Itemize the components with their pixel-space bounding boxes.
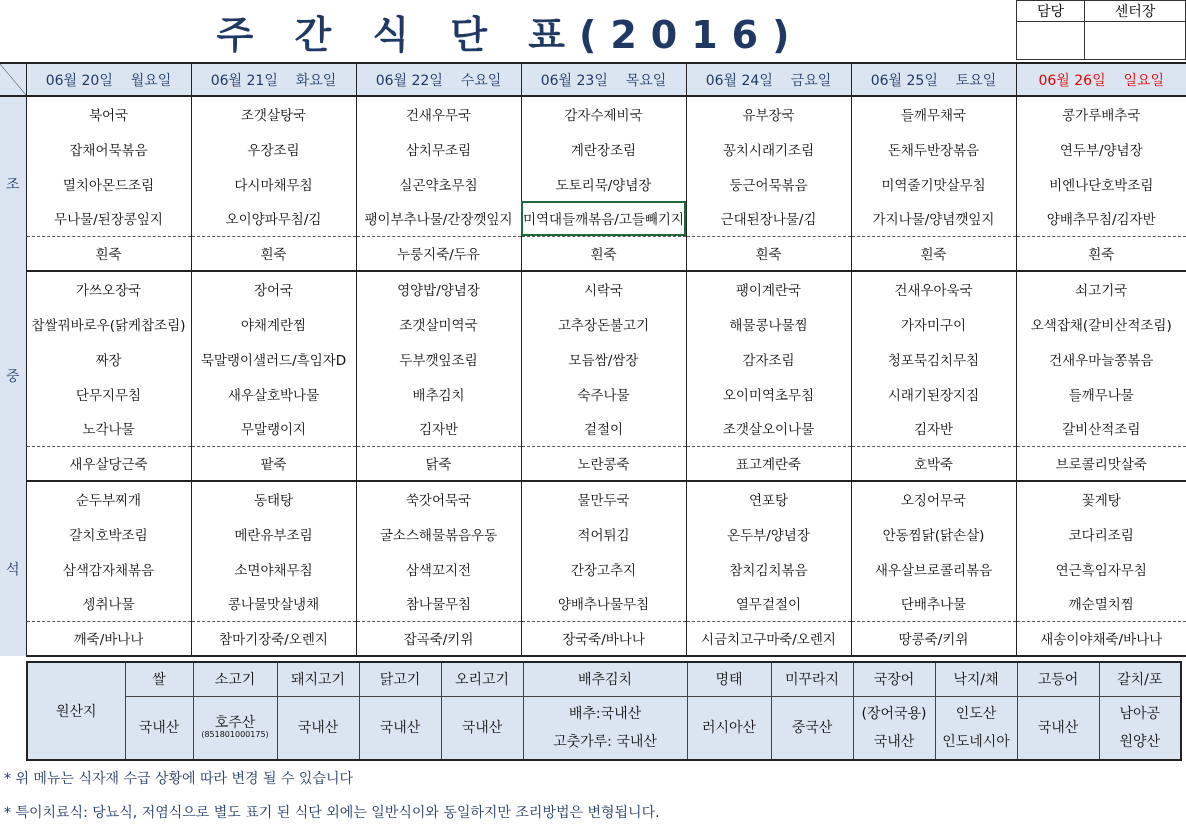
approval-box — [1016, 0, 1186, 60]
origin-item-cell — [193, 696, 277, 760]
menu-cell[interactable]: 연근흑임자무침 — [1016, 551, 1186, 586]
origin-item-value: 국내산 — [297, 719, 339, 736]
origin-item-extra: (851801000175) — [201, 730, 269, 740]
origin-item-cell — [1099, 696, 1181, 760]
menu-cell[interactable]: 삼치무조림 — [356, 131, 521, 166]
menu-cell[interactable]: 삼색꼬지전 — [356, 551, 521, 586]
menu-cell[interactable]: 메란유부조림 — [191, 516, 356, 551]
menu-cell[interactable]: 비엔나단호박조림 — [1016, 166, 1186, 201]
origin-item-name: 명태 — [687, 662, 771, 696]
menu-cell[interactable]: 건새우아욱국 — [851, 271, 1016, 306]
menu-cell[interactable]: 오이양파무침/김 — [191, 201, 356, 236]
menu-cell[interactable]: 참치김치볶음 — [686, 551, 851, 586]
menu-cell[interactable]: 무말랭이지 — [191, 411, 356, 446]
menu-cell[interactable]: 배추김치 — [356, 376, 521, 411]
menu-cell[interactable]: 돈채두반장볶음 — [851, 131, 1016, 166]
menu-cell[interactable]: 깨순멸치찜 — [1016, 586, 1186, 621]
menu-cell[interactable]: 팥죽 — [191, 446, 356, 481]
menu-cell[interactable]: 오이미역초무침 — [686, 376, 851, 411]
menu-cell[interactable]: 참마기장죽/오렌지 — [191, 621, 356, 656]
menu-cell[interactable]: 동태탕 — [191, 481, 356, 516]
note-2: * 특이치료식: 당뇨식, 저염식으로 별도 표기 된 식단 외에는 일반식이와 동일하지만 조리방법은 변형됩니다. — [4, 805, 660, 821]
menu-cell[interactable]: 팽이계란국 — [686, 271, 851, 306]
menu-cell[interactable]: 콩가루배추국 — [1016, 96, 1186, 131]
origin-item-value2: 국내산 — [873, 733, 915, 750]
menu-cell[interactable]: 야채계란찜 — [191, 306, 356, 341]
origin-item-name: 돼지고기 — [277, 662, 359, 696]
origin-item-cell — [125, 696, 193, 760]
menu-cell[interactable]: 쑥갓어묵국 — [356, 481, 521, 516]
origin-item-name: 오리고기 — [441, 662, 523, 696]
menu-table — [0, 62, 1186, 657]
origin-item-name: 배추김치 — [523, 662, 687, 696]
menu-cell[interactable]: 연포탕 — [686, 481, 851, 516]
menu-cell[interactable]: 팽이부추나물/간장깻잎지 — [356, 201, 521, 236]
approval-label-1: 담당 — [1017, 1, 1085, 22]
approval-sign-2[interactable] — [1085, 22, 1186, 60]
menu-cell[interactable]: 묵말랭이샐러드/흑임자D — [191, 341, 356, 376]
menu-cell[interactable]: 시금치고구마죽/오렌지 — [686, 621, 851, 656]
origin-item-value: 중국산 — [791, 719, 833, 736]
menu-cell[interactable]: 셍취나물 — [26, 586, 191, 621]
menu-cell[interactable]: 온두부/양념장 — [686, 516, 851, 551]
menu-cell[interactable]: 두부깻잎조림 — [356, 341, 521, 376]
menu-cell[interactable]: 들깨무채국 — [851, 96, 1016, 131]
menu-cell[interactable]: 새우살호박나물 — [191, 376, 356, 411]
menu-cell[interactable]: 잡채어묵볶음 — [26, 131, 191, 166]
menu-cell[interactable]: 표고계란죽 — [686, 446, 851, 481]
menu-cell[interactable]: 오색잡채(갈비산적조림) — [1016, 306, 1186, 341]
origin-item-value: 국내산 — [461, 719, 503, 736]
origin-item-name: 쌀 — [125, 662, 193, 696]
origin-item-value: (장어국용) — [861, 705, 927, 722]
origin-item-value: 인도산 — [955, 705, 997, 722]
menu-cell[interactable]: 겉절이 — [521, 411, 686, 446]
origin-item-value2: 인도네시아 — [942, 733, 1010, 750]
menu-cell[interactable]: 유부장국 — [686, 96, 851, 131]
note-1: * 위 메뉴는 식자재 수급 상황에 따라 변경 될 수 있습니다 — [4, 771, 354, 787]
menu-cell[interactable]: 무나물/된장콩잎지 — [26, 201, 191, 236]
menu-cell[interactable]: 짜장 — [26, 341, 191, 376]
menu-cell[interactable]: 흰죽 — [191, 236, 356, 271]
menu-cell[interactable]: 새송이야채죽/바나나 — [1016, 621, 1186, 656]
menu-cell[interactable]: 김자반 — [851, 411, 1016, 446]
origin-item-cell — [771, 696, 853, 760]
menu-cell[interactable]: 콩나물맛살냉채 — [191, 586, 356, 621]
menu-cell[interactable]: 조갯살오이나물 — [686, 411, 851, 446]
menu-cell[interactable]: 깨죽/바나나 — [26, 621, 191, 656]
menu-cell[interactable]: 닭죽 — [356, 446, 521, 481]
menu-cell[interactable]: 영양밥/양념장 — [356, 271, 521, 306]
meal-label: 석 — [0, 481, 26, 656]
menu-cell[interactable]: 갈비산적조림 — [1016, 411, 1186, 446]
menu-cell[interactable]: 안동찜닭(닭손살) — [851, 516, 1016, 551]
origin-table — [26, 661, 1182, 761]
menu-cell[interactable]: 단무지무침 — [26, 376, 191, 411]
origin-item-cell — [1017, 696, 1099, 760]
menu-cell[interactable]: 장어국 — [191, 271, 356, 306]
origin-item-name: 낙지/채 — [935, 662, 1017, 696]
origin-item-name: 국장어 — [853, 662, 935, 696]
menu-cell[interactable]: 양배추나물무침 — [521, 586, 686, 621]
menu-cell[interactable]: 감자수제비국 — [521, 96, 686, 131]
origin-item-value2: 원양산 — [1119, 733, 1161, 750]
menu-cell[interactable]: 시락국 — [521, 271, 686, 306]
menu-cell[interactable]: 해물콩나물찜 — [686, 306, 851, 341]
origin-item-name: 미꾸라지 — [771, 662, 853, 696]
menu-cell[interactable]: 찹쌀꿔바로우(닭케찹조림) — [26, 306, 191, 341]
menu-cell[interactable]: 김자반 — [356, 411, 521, 446]
menu-cell[interactable]: 계란장조림 — [521, 131, 686, 166]
page-title: 주 간 식 단 표(2016) — [216, 12, 804, 57]
menu-cell[interactable]: 흰죽 — [1016, 236, 1186, 271]
menu-cell[interactable]: 고추장돈불고기 — [521, 306, 686, 341]
origin-item-value: 국내산 — [379, 719, 421, 736]
menu-cell[interactable]: 삼색감자채볶음 — [26, 551, 191, 586]
menu-cell[interactable]: 감자조림 — [686, 341, 851, 376]
menu-cell[interactable]: 누룽지죽/두유 — [356, 236, 521, 271]
menu-cell[interactable]: 흰죽 — [26, 236, 191, 271]
menu-cell[interactable]: 조갯살미역국 — [356, 306, 521, 341]
menu-cell[interactable]: 간장고추지 — [521, 551, 686, 586]
origin-item-value: 남아공 — [1119, 705, 1161, 722]
menu-cell[interactable]: 양배추무침/김자반 — [1016, 201, 1186, 236]
menu-cell[interactable]: 북어국 — [26, 96, 191, 131]
origin-item-name: 소고기 — [193, 662, 277, 696]
menu-cell[interactable]: 둥근어묵볶음 — [686, 166, 851, 201]
menu-cell[interactable]: 멸치아몬드조림 — [26, 166, 191, 201]
menu-cell[interactable]: 소면야채무침 — [191, 551, 356, 586]
menu-cell[interactable]: 쇠고기국 — [1016, 271, 1186, 306]
menu-cell[interactable]: 단배추나물 — [851, 586, 1016, 621]
menu-cell[interactable]: 굴소스해물볶음우동 — [356, 516, 521, 551]
origin-item-name: 고등어 — [1017, 662, 1099, 696]
menu-cell[interactable]: 장국죽/바나나 — [521, 621, 686, 656]
meal-label: 중 — [0, 271, 26, 481]
origin-item-cell — [853, 696, 935, 760]
approval-sign-1[interactable] — [1017, 22, 1085, 60]
menu-cell[interactable]: 새우살당근죽 — [26, 446, 191, 481]
menu-cell[interactable]: 오징어무국 — [851, 481, 1016, 516]
menu-cell[interactable]: 적어튀김 — [521, 516, 686, 551]
origin-item-value: 국내산 — [1037, 719, 1079, 736]
day-header: 06월 24일 금요일 — [686, 63, 851, 96]
menu-cell[interactable]: 가자미구이 — [851, 306, 1016, 341]
meal-label: 조 — [0, 96, 26, 271]
approval-label-2: 센터장 — [1085, 1, 1186, 22]
origin-item-cell — [935, 696, 1017, 760]
origin-item-cell — [687, 696, 771, 760]
origin-item-value: 호주산 — [214, 715, 256, 732]
origin-item-name: 갈치/포 — [1099, 662, 1181, 696]
menu-cell[interactable]: 호박죽 — [851, 446, 1016, 481]
menu-cell[interactable]: 코다리조림 — [1016, 516, 1186, 551]
menu-cell[interactable]: 새우살브로콜리볶음 — [851, 551, 1016, 586]
menu-cell[interactable]: 열무겉절이 — [686, 586, 851, 621]
menu-cell[interactable]: 꽁치시래기조림 — [686, 131, 851, 166]
day-header: 06월 23일 목요일 — [521, 63, 686, 96]
day-header: 06월 21일 화요일 — [191, 63, 356, 96]
menu-cell[interactable]: 미역줄기맛살무침 — [851, 166, 1016, 201]
day-header: 06월 25일 토요일 — [851, 63, 1016, 96]
menu-cell[interactable]: 모듬쌈/쌈장 — [521, 341, 686, 376]
origin-label: 원산지 — [27, 662, 125, 760]
menu-cell[interactable]: 들깨무나물 — [1016, 376, 1186, 411]
origin-item-name: 닭고기 — [359, 662, 441, 696]
menu-cell[interactable]: 꽃게탕 — [1016, 481, 1186, 516]
menu-cell[interactable]: 땅콩죽/키위 — [851, 621, 1016, 656]
corner-cell — [0, 63, 26, 96]
menu-cell[interactable]: 가쓰오장국 — [26, 271, 191, 306]
menu-cell[interactable]: 가지나물/양념깻잎지 — [851, 201, 1016, 236]
menu-cell[interactable]: 물만두국 — [521, 481, 686, 516]
menu-cell[interactable]: 순두부찌개 — [26, 481, 191, 516]
origin-item-cell — [359, 696, 441, 760]
menu-cell[interactable]: 연두부/양념장 — [1016, 131, 1186, 166]
menu-cell[interactable]: 브로콜리맛살죽 — [1016, 446, 1186, 481]
menu-cell[interactable]: 도토리묵/양념장 — [521, 166, 686, 201]
menu-cell[interactable]: 다시마채무침 — [191, 166, 356, 201]
menu-cell[interactable]: 숙주나물 — [521, 376, 686, 411]
menu-cell[interactable]: 건새우마늘쫑볶음 — [1016, 341, 1186, 376]
menu-cell[interactable]: 노란콩죽 — [521, 446, 686, 481]
menu-cell[interactable]: 갈치호박조림 — [26, 516, 191, 551]
menu-cell[interactable]: 흰죽 — [686, 236, 851, 271]
menu-cell[interactable]: 시래기된장지짐 — [851, 376, 1016, 411]
day-header: 06월 26일 일요일 — [1016, 63, 1186, 96]
menu-cell[interactable]: 흰죽 — [851, 236, 1016, 271]
menu-cell[interactable]: 조갯살탕국 — [191, 96, 356, 131]
menu-cell[interactable]: 우장조림 — [191, 131, 356, 166]
menu-cell[interactable]: 실곤약초무침 — [356, 166, 521, 201]
origin-item-value2: 고춧가루: 국내산 — [553, 733, 657, 750]
day-header: 06월 22일 수요일 — [356, 63, 521, 96]
origin-item-cell — [523, 696, 687, 760]
menu-cell[interactable]: 흰죽 — [521, 236, 686, 271]
menu-cell[interactable]: 건새우무국 — [356, 96, 521, 131]
menu-cell[interactable]: 잡곡죽/키위 — [356, 621, 521, 656]
menu-cell[interactable]: 미역대들깨볶음/고들빼기지 — [521, 201, 686, 236]
origin-item-value: 배추:국내산 — [568, 705, 642, 722]
menu-cell[interactable]: 청포묵김치무침 — [851, 341, 1016, 376]
day-header: 06월 20일 월요일 — [26, 63, 191, 96]
origin-item-value: 러시아산 — [701, 719, 757, 736]
origin-item-value: 국내산 — [138, 719, 180, 736]
menu-cell[interactable]: 노각나물 — [26, 411, 191, 446]
menu-cell[interactable]: 참나물무침 — [356, 586, 521, 621]
menu-cell[interactable]: 근대된장나물/김 — [686, 201, 851, 236]
origin-item-cell — [441, 696, 523, 760]
origin-item-cell — [277, 696, 359, 760]
